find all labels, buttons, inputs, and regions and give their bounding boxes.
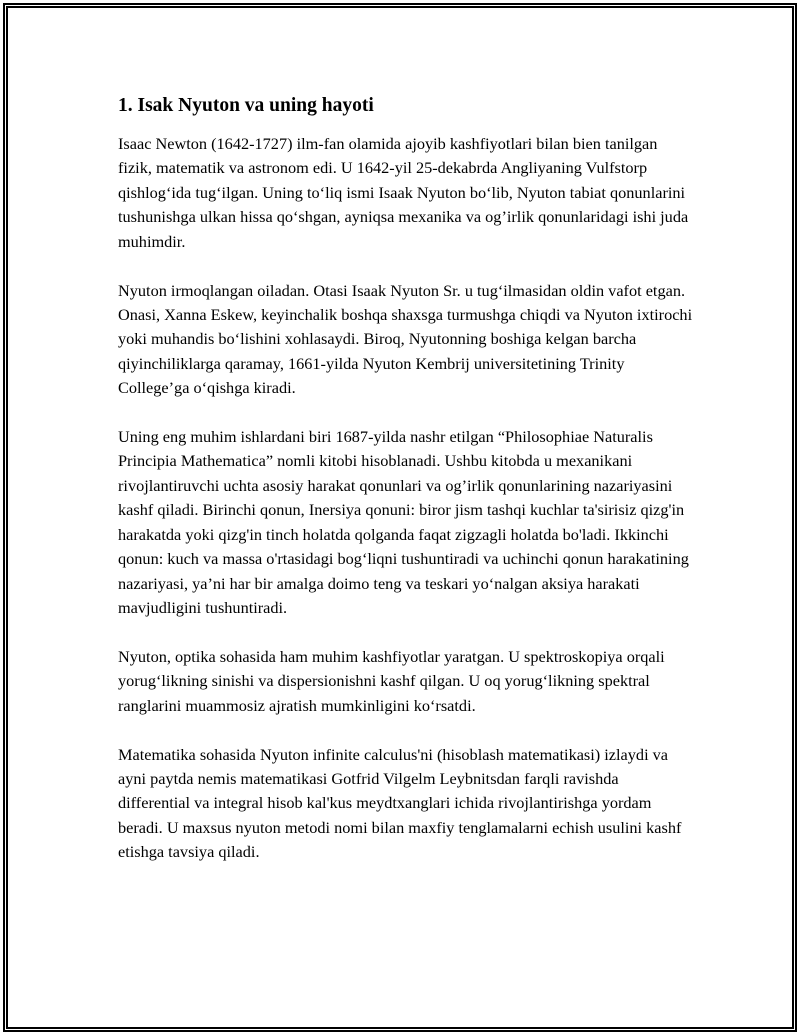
document-body [118, 94, 693, 889]
paragraph-family: Nyuton irmoqlangan oiladan. Otasi Isaak Nyuton Sr. u tug‘ilmasidan oldin vafot etgan. Onasi, Xanna Eskew, keyinchalik boshqa shaxsga turmushga chiqdi va Nyuton ixtirochi yoki muhandis bo‘lishini xohlasaydi. Biroq, Nyutonning boshiga kelgan barcha qiyinchiliklarga qaramay, 1661-yilda Nyuton Kembrij universitetining Trinity College’ga o‘qishga kiradi. [118, 280, 693, 398]
document-title: 1. Isak Nyuton va uning hayoti [118, 95, 374, 116]
paragraph-intro: Isaac Newton (1642-1727) ilm-fan olamida ajoyib kashfiyotlari bilan bien tanilgan fizik, matematik va astronom edi. U 1642-yil 25-dekabrda Angliyaning Vulfstorp qishlog‘ida tug‘ilgan. Uning to‘liq ismi Isaak Nyuton bo‘lib, Nyuton tabiat qonunlarini tushunishga ulkan hissa qo‘shgan, ayniqsa mexanika va og’irlik qonunlaridagi ishi juda muhimdir. [118, 134, 689, 251]
paragraph-optics: Nyuton, optika sohasida ham muhim kashfiyotlar yaratgan. U spektroskopiya orqali yorug‘likning sinishi va dispersionishni kashf qilgan. U oq yorug‘likning spektral ranglarini muammosiz ajratish mumkinligini ko‘rsatdi. [118, 646, 665, 715]
paragraph-principia: Uning eng muhim ishlardani biri 1687-yilda nashr etilgan “Philosophiae Naturalis Principia Mathematica” nomli kitobi hisoblanadi. Ushbu kitobda u mexanikani rivojlantiruvchi uchta asosiy harakat qonunlari va og’irlik qonunlarining nazariyasini kashf qiladi. Birinchi qonun, Inersiya qonuni: biror jism tashqi kuchlar ta'sirisiz qizg'in harakatda yoki qizg'in tinch holatda qolganda faqat zigzagli holatda bo'ladi. Ikkinchi qonun: kuch va massa o'rtasidagi bog‘liqni tushuntiradi va uchinchi qonun harakatining nazariyasi, ya’ni har bir amalga doimo teng va teskari yo‘nalgan aksiya harakati mavjudligini tushuntiradi. [118, 427, 689, 617]
paragraph-mathematics: Matematika sohasida Nyuton infinite calculus'ni (hisoblash matematikasi) izlaydi va ayni paytda nemis matematikasi Gotfrid Vilgelm Leybnitsdan farqli ravishda differential va integral hisob kal'kus meydtxanglari ichida rivojlantirishga yordam beradi. U maxsus nyuton metodi nomi bilan maxfiy tenglamalarni echish usulini kashf etishga tavsiya qiladi. [118, 744, 682, 862]
